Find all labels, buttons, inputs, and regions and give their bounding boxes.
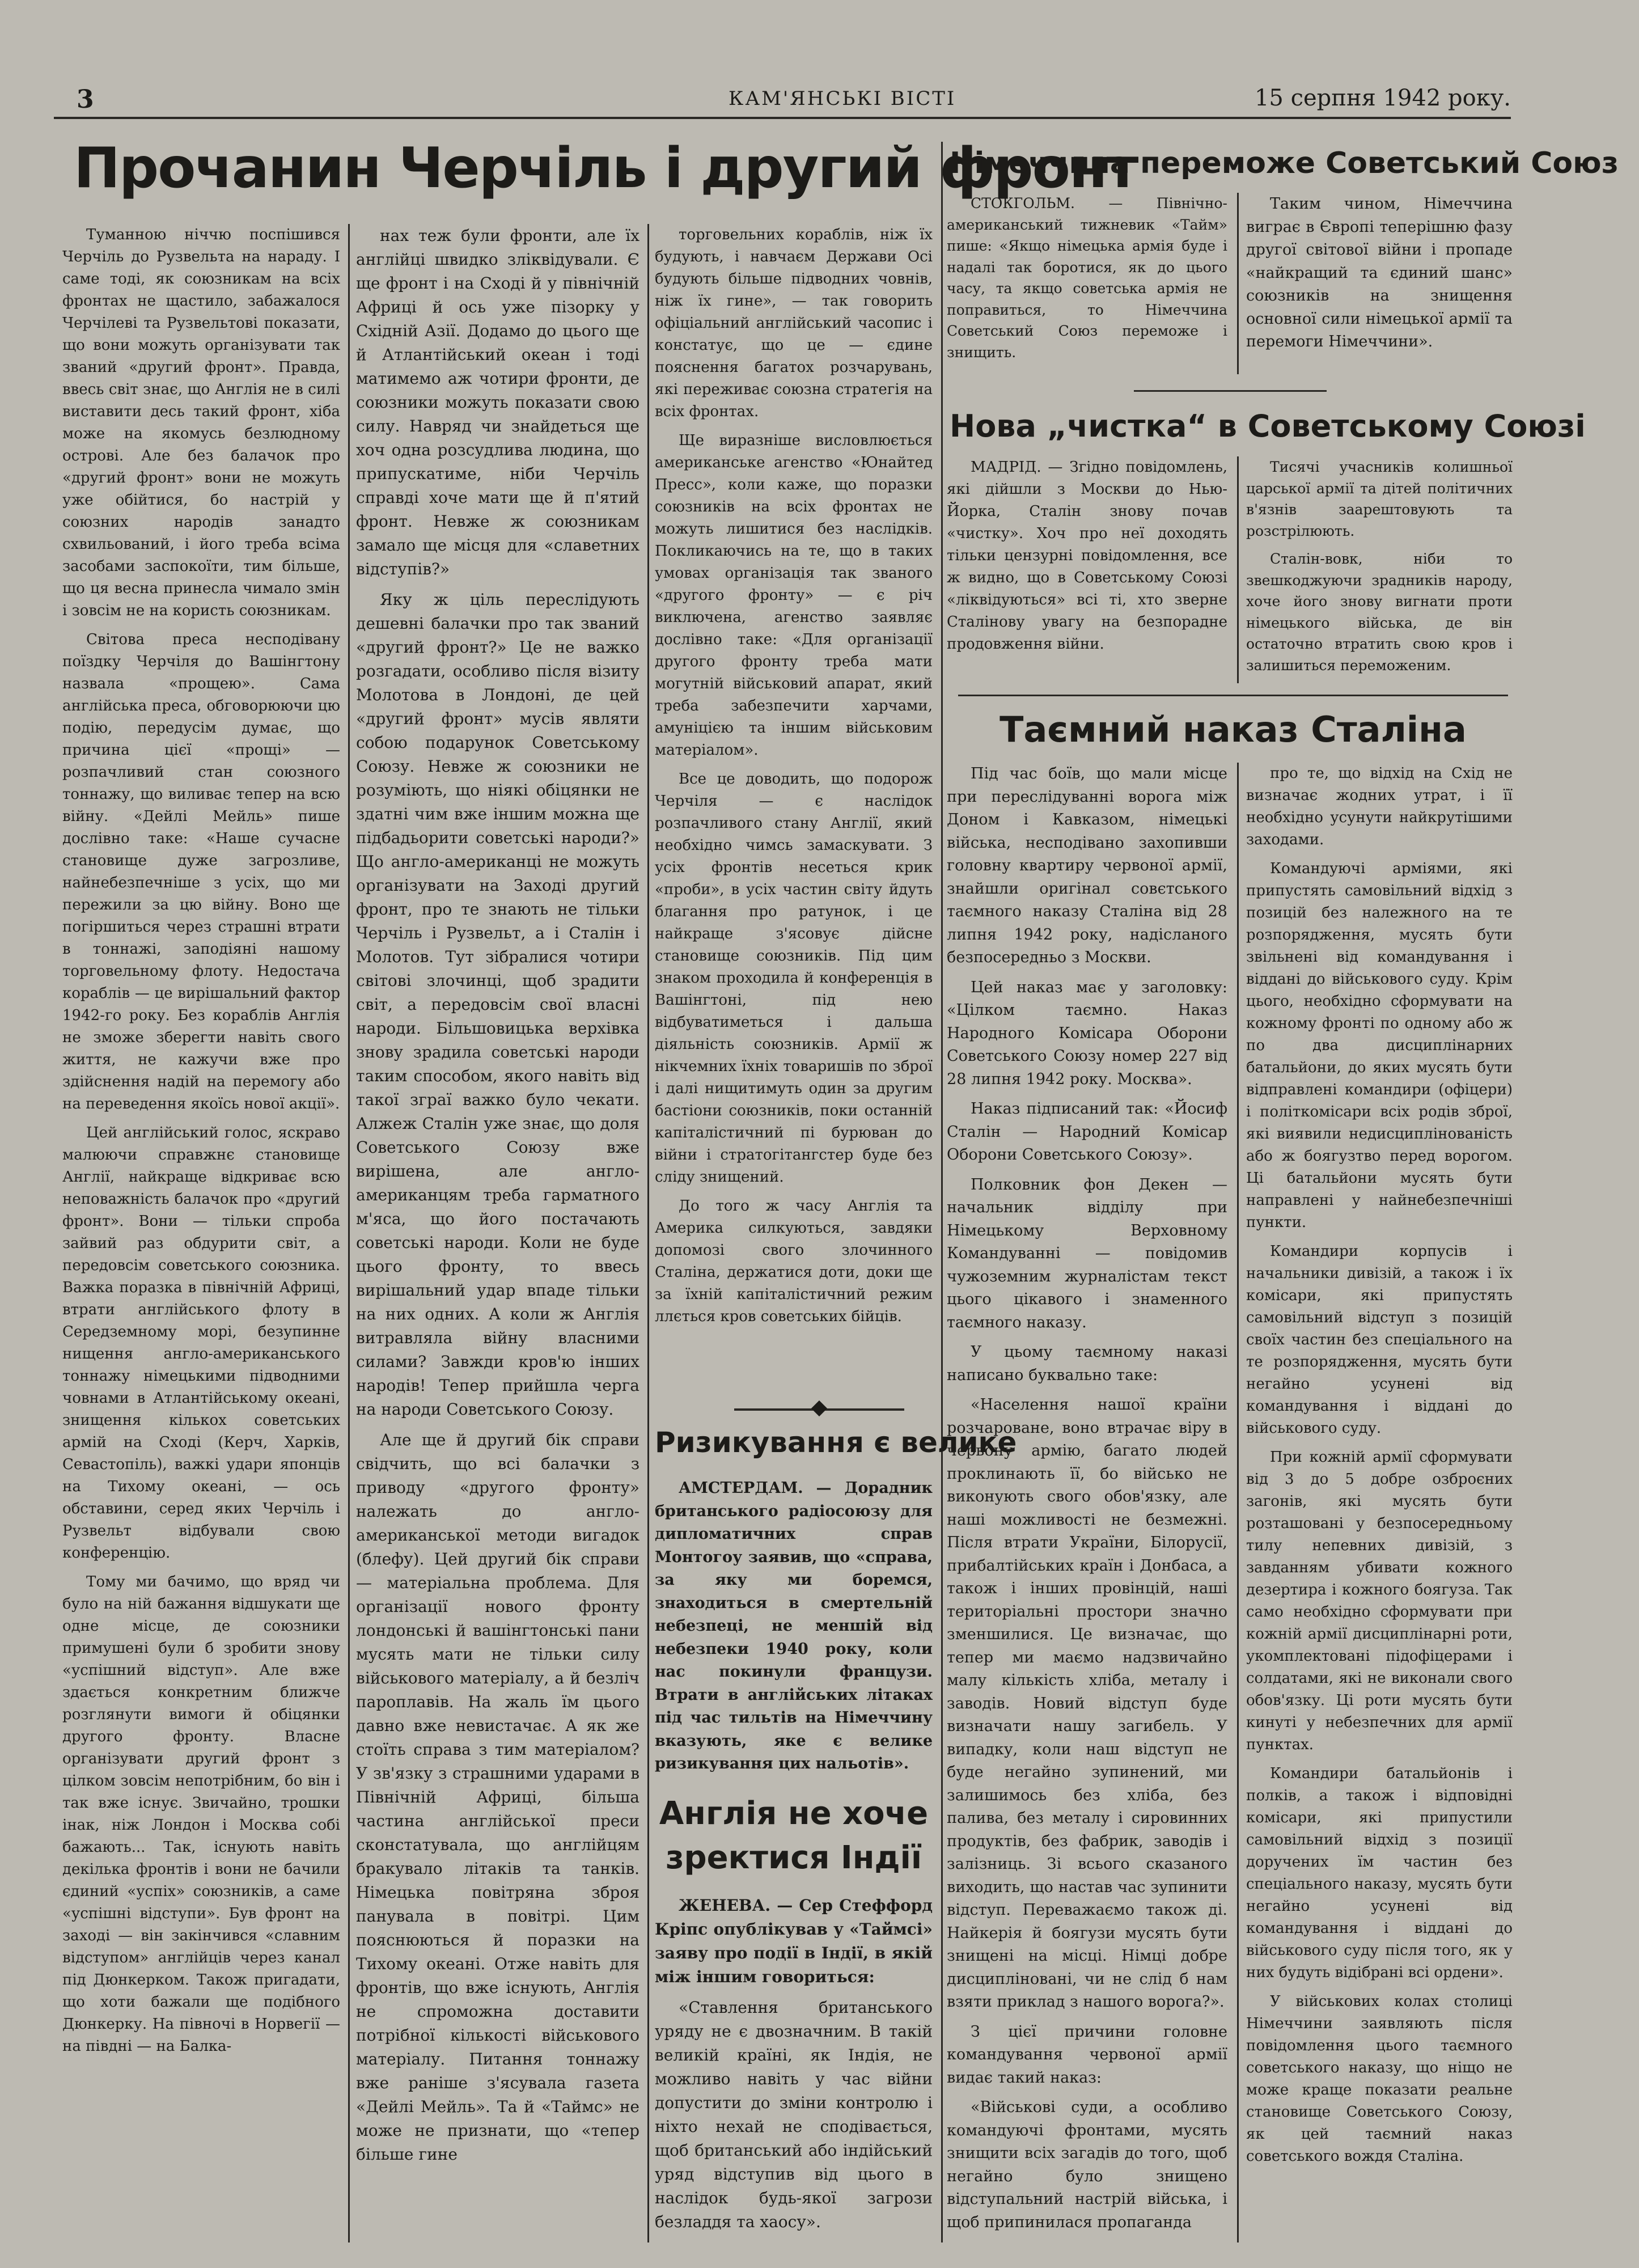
paragraph: Тому ми бачимо, що вряд чи було на ній бажання відшукати ще одне місце, де союзники примушені були б зробити знову «успішний відступ». Але вже здається конкретним ближче розглянути вимоги й обіцянки другого фронту. Власне організувати другий фронт з цілком зовсім непотрібним, бо він і так вже існує. Звичайно, трошки інак, ніж Лондон і Москва собі бажають... Так, існують навіть декілька фронтів і вони не бачили єдиний «успіх» союзників, а саме «успішні відступи». Був фронт на заході — він закінчився «славним відступом» англійців через канал під Дюнкерком. Також пригадати, що хоти бажали ще подібного Дюнкерку. На півночі в Норвегії — на півдні — на Балка- xyxy=(62,1573,340,2055)
paragraph: «Населення нашої країни розчароване, воно втрачає віру в червону армію, багато людей проклинають її, бо військо не виконують свого обов'язку, але наші можливості не безмежні. Після втрати України, Білорусії, прибалтійських країн і Донбаса, а також і інших провінцій, наші територіальні простори значно зменшилися. Це визначає, що тепер ми маємо надзвичайно малу кількість хліба, металу і заводів. Новий відступ буде визначати нашу загибель. У випадку, коли наш відступ не буде негайно зупинений, ми залишимось без хліба, без палива, без металу і сировинних продуктів, без фабрик, заводів і залізниць. Зі всього сказаного виходить, що настав час зупинити відступ. Переважаємо також ді. Найкерія й боягузи мусять бути знищені на місці. Німці добре дисципліновані, чи не слід б нам взяти приклад з нашого ворога?». xyxy=(947,1396,1227,2011)
paragraph: Наказ підписаний так: «Йосиф Сталін — Народний Комісар Оборони Советського Союзу». xyxy=(947,1100,1227,1163)
purge-column-1 xyxy=(947,456,1227,683)
churchill-column-1 xyxy=(62,224,340,2242)
germany-text-2: Таким чином, Німеччина виграє в Європі теперішню фазу другої світової війни і пропаде «найкращий та єдиний шанс» союзників на знищення основної сили німецької армії та перемоги Німеччини». xyxy=(1246,195,1513,350)
headline-purge: Нова „чистка“ в Советському Союзі xyxy=(950,408,1586,444)
paragraph: «Військові суди, а особливо командуючі фронтами, мусять знищити всіх загадів до того, щоб негайно було знищено відступальний настрій війська, і щоб припинилася пропаганда xyxy=(947,2098,1227,2231)
headline-churchill: Прочанин Черчіль і другий фронт xyxy=(74,136,1138,201)
paragraph: Полковник фон Декен — начальник відділу при Німецькому Верховному Командуванні — повідомив чужоземним журналістам текст цього цікавого і знаменного таємного наказу. xyxy=(947,1175,1227,1331)
paragraph: Під час боїв, що мали місце при переслідуванні ворога між Доном і Кавказом, німецькі війська, несподівано захопивши головну квартиру червоної армії, знайшли оригінал совєтського таємного наказу Сталіна від 28 липня 1942 року, надісланого безпосередньо з Москви. xyxy=(947,765,1227,966)
paragraph: Цей англійський голос, яскраво малюючи справжнє становище Англії, найкраще відкриває всю неповажність балачок про «другий фронт». Вони — тільки спроба зайвий раз обдурити світ, а передовсім советського союзника. Важка поразка в північній Африці, втрати англійського флоту в Середземному морі, безупинне нищення англо-американського тоннажу німецькими підводними човнами в Атлантійському океані, знищення кількох советських армій на Сході (Керч, Харків, Севастопіль), важкі удари японців на Тихому океані, — ось обставини, серед яких Черчіль і Рузвельт відбували свою конференцію. xyxy=(62,1124,340,1562)
paragraph: Командири корпусів і начальники дивізій, а також і їх комісари, які припустять самовільний відступ з позицій своїх частин без спеціального на те розпорядження, мусять бути негайно усунені від командування і віддані до військового суду. xyxy=(1246,1243,1513,1437)
column-rule xyxy=(941,142,943,2242)
section-ornament xyxy=(734,1400,904,1417)
india-quote: «Ставлення британського уряду не є двозначним. В такій великій країні, як Індія, не можливо навіть у час війни допустити до зміни контролю і ніхто нехай не сподівається, щоб британський або індійський уряд відступив від цього в наслідок будь-якої загрози безладдя та хаосу». xyxy=(655,1998,933,2231)
paragraph: Ще виразніше висловлюється американське агенство «Юнайтед Пресс», коли каже, що поразки союзників на всіх фронтах не можуть лишитися без наслідків. Покликаючись на те, що в таких умовах організація так званого «другого фронту» — є річ виключена, агенство заявляє дослівно таке: «Для організації другого фронту треба мати могутній військовий апарат, який треба забезпечити харчами, амуніцією та іншим військовим матеріалом». xyxy=(655,432,933,759)
paragraph: При кожній армії сформувати від 3 до 5 добре озброєних загонів, які мусять бути розташовані у безпосередньому тилу непевних дивізій, з завданням убивати кожного дезертира і кожного боягуза. Так само необхідно сформувати при кожній армії дисциплінарні роти, укомплектовані підофіцерами і солдатами, які не виконали свого обов'язку. Ці роти мусять бути кинуті у небезпечних для армії пунктах. xyxy=(1246,1449,1513,1753)
column-rule xyxy=(1237,763,1239,2242)
paragraph: З цієї причини головне командування червоної армії видає такий наказ: xyxy=(947,2022,1227,2087)
paragraph: торговельних кораблів, ніж їх будують, і навчаєм Держави Осі будують більше підводних човнів, ніж їх гине», — так говорить офіціальний англійський часопис і констатує, що це — єдине пояснення багатох розчарувань, які переживає союзна стратегія на всіх фронтах. xyxy=(655,226,933,420)
paragraph: У військових колах столиці Німеччини заявляють після повідомлення цього таємного советського наказу, що ніщо не може краще показати реальне становище Советського Союзу, як цей таємний наказ советського вождя Сталіна. xyxy=(1246,1993,1513,2165)
purge-text-1: МАДРІД. — Згідно повідомлень, які дійшли з Москви до Нью-Йорка, Сталін знову почав «чистку». Хоч про неї доходять тільки цензурні повідомлення, все ж видно, що в Советському Союзі «ліквідуються» всі ті, хто зверне Сталінову увагу на безпорадне продовження війни. xyxy=(947,459,1227,653)
paragraph: До того ж часу Англія та Америка силкуються, завдяки допомозі свого злочинного Сталіна, держатися доти, доки ще за їхній капіталістичний режим ллється кров советських бійців. xyxy=(655,1198,933,1325)
page-number: 3 xyxy=(77,85,94,114)
paragraph: Але ще й другий бік справи свідчить, що всі балачки з приводу «другого фронту» належать до англо-американської методи вигадок (блефу). Цей другий бік справи — матеріальна проблема. Для організації нового фронту лондонські й вашінгтонські пани мусять мати не тільки силу військового матеріалу, а й безліч пароплавів. На жаль їм цього давно вже невистачає. А як же стоїть справа з тим матеріалом? У зв'язку з страшними ударами в Північній Африці, більша частина англійської преси сконстатувала, що англійцям бракувало літаків та танків. Німецька повітряна зброя панувала в повітрі. Цим пояснюються й поразки на Тихому океані. Отже навіть для фронтів, що вже існують, Англія не спроможна доставити потрібної кількості військового матеріалу. Питання тоннажу вже раніше з'ясувала газета «Дейлі Мейль». Та й «Таймс» не може не признати, що «тепер більше гине xyxy=(356,1431,639,2164)
column-rule xyxy=(647,224,649,2242)
paragraph: про те, що відхід на Схід не визначає жодних утрат, і її необхідно усунути найкрутішими заходами. xyxy=(1246,765,1513,848)
india-article xyxy=(655,1894,933,2242)
headline-india: Англія не хоче зректися Індії xyxy=(659,1795,929,1877)
stalin-order-column-2 xyxy=(1246,763,1513,2242)
headline-risk: Ризикування є велике xyxy=(655,1426,1017,1459)
column-rule xyxy=(1237,456,1239,683)
germany-column-2 xyxy=(1246,193,1513,374)
headline-stalin-order: Таємний наказ Сталіна xyxy=(1000,709,1467,750)
paragraph: Все це доводить, що подорож Черчіля — є наслідок розпачливого стану Англії, який необхідно чимсь замаскувати. З усіх фронтів несеться крик «проби», в усіх частин світу йдуть благання про ратунок, і це найкраще з'ясовує дійсне становище союзників. Під цим знаком проходила й конференція в Вашінгтоні, під нею відбуватиметься і дальша діяльність союзників. Армії ж нікчемних їхніх товаришів по зброї і далі нищитимуть один за другим бастіони союзників, поки останній капіталістичний пі бурюван до війни і стратогітангстер буде без сліду знищений. xyxy=(655,771,933,1186)
germany-text-1: СТОКГОЛЬМ. — Північно-американський тижневик «Тайм» пише: «Якщо німецька армія буде і надалі так боротися, як до цього часу, та якщо советська армія не поправиться, то Німеччина Советський Союз переможе і знищить. xyxy=(947,195,1227,361)
purge-column-2 xyxy=(1246,456,1513,683)
india-text: ЖЕНЕВА. — Сер Стеффорд Кріпс опублікував у «Таймсі» заяву про події в Індії, в якій між іншим говориться: xyxy=(655,1896,933,1986)
paragraph: Тисячі учасників колишньої царської армії та дітей політичних в'язнів заарештовують та розстрілюють. xyxy=(1246,459,1513,539)
paragraph: нах теж були фронти, але їх англійці швидко зліквідували. Є ще фронт і на Сході й у північній Африці й ось уже пізорку у Східній Азії. Додамо до цього ще й Атлантійський океан і тоді матимемо аж чотири фронти, де союзники можуть показати свою силу. Навряд чи знайдеться ще хоч одна розсудлива людина, що припускатиме, ніби Черчіль справді хоче мати ще й п'ятий фронт. Невже ж союзникам замало ще місця для «славетних відступів?» xyxy=(356,226,639,578)
column-rule xyxy=(1237,193,1239,374)
section-rule xyxy=(958,695,1508,696)
churchill-column-2 xyxy=(356,224,639,2242)
paragraph: Командуючі арміями, які припустять самовільний відхід з позицій без належного на те розпорядження, мусять бути звільнені від командування і віддані до військового суду. Крім цього, необхідно сформувати на кожному фронті по одному або ж по два дисциплінарних батальйони, до яких мусять бути відправлені командири (офіцери) і політкомісари всіх родів зброї, які виявили недисциплінованість або ж боягузтво перед ворогом. Ці батальйони мусять бути направлені у найнебезпечніші пункти. xyxy=(1246,860,1513,1231)
risk-article xyxy=(655,1477,933,1789)
paragraph: Командири батальйонів і полків, а також і відповідні комісари, які припустили самовільний відхід з позиції доручених їм частин без спеціального наказу, мусять бути негайно усунені від командування і віддані до військового суду після того, як у них будуть відібрані всі ордени». xyxy=(1246,1765,1513,1981)
column-rule xyxy=(348,224,350,2242)
masthead-rule xyxy=(54,117,1511,119)
germany-column-1 xyxy=(947,193,1227,374)
paragraph: Яку ж ціль переслідують дешевні балачки про так званий «другий фронт?» Це не важко розгадати, особливо після візиту Молотова в Лондоні, де цей «другий фронт» мусів являти собою подарунок Советському Союзу. Невже ж союзники не розуміють, що ніякі обіцянки не здатні чим вже іншим можна ще підбадьорити советські народи?» Що англо-американці не можуть організувати на Заході другий фронт, про те знають не тільки Черчіль і Рузвельт, а і Сталін і Молотов. Тут зібралися чотири світові злочинці, щоб зрадити світ, а передовсім свої власні народи. Більшовицька верхівка знову зрадила советські народи таким способом, якого навіть від такої зграї важко було чекати. Алжеж Сталін уже знає, що доля Советського Союзу вже вирішена, але англо-американцям треба гарматного м'яса, що його постачають советські народи. Коли не буде цього фронту, то ввесь вирішальний удар впаде тільки на них одних. А коли ж Англія витравляла війну власними силами? Завжди кров'ю інших народів! Тепер прийшла черга на народи Советського Союзу. xyxy=(356,590,639,1419)
paragraph: Світова преса несподівану поїздку Черчіля до Вашінгтону назвала «прощею». Сама англійська преса, обговорюючи цю подію, передусім думає, що причина цієї «прощі» — розпачливий стан союзного тоннажу, що виливає тепер на всю війну. «Дейлі Мейль» пише дослівно таке: «Наше сучасне становище дуже загрозливе, найнебезпечніше з усіх, що ми пережили за цю війну. Воно ще погіршиться через страшні втрати в тоннажі, заподіяні нашому торговельному флоту. Недостача кораблів — це вирішальний фактор 1942-го року. Без кораблів Англія не зможе зберегти навіть свого життя, не кажучи вже про здійснення надій на перемогу або на переведення якоїсь нової акції». xyxy=(62,631,340,1112)
newspaper-name: КАМ'ЯНСЬКІ ВІСТІ xyxy=(729,87,956,110)
paragraph: Туманною ніччю поспішився Черчіль до Рузвельта на нараду. І саме тоді, як союзникам на всіх фронтах не щастило, забажалося Черчілеві та Рузвельтові показати, що вони можуть організувати так званий «другий фронт». Правда, ввесь світ знає, що Англія не в силі виставити десь такий фронт, хіба може на якомусь безлюдному острові. Але без балачок про «другий фронт» вони не можуть уже обійтися, бо настрій у союзних народів занадто схвильований, і його треба всіма засобами заспокоїти, тим більше, що ця весна принесла чимало змін і зовсім не на користь союзникам. xyxy=(62,226,340,619)
paragraph: Сталін-вовк, ніби то звешкоджуючи зрадників народу, хоче його знову вигнати проти німецького війська, де він остаточно втратить свою кров і залишиться переможеним. xyxy=(1246,551,1513,674)
section-rule xyxy=(1134,390,1327,392)
paragraph: Цей наказ має у заголовку: «Цілком таємно. Наказ Народного Комісара Оборони Советського Союзу номер 227 від 28 липня 1942 року. Москва». xyxy=(947,978,1227,1088)
risk-text: АМСТЕРДАМ. — Дорадник британського радіосоюзу для дипломатичних справ Монтогоу заявив, що «справа, за яку ми боремся, знаходиться в смертельній небезпеці, не меншій від небезпеки 1940 року, коли нас покинули французи. Втрати в англійських літаках під час тильтів на Німеччину вказують, яке є велике ризикування цих нальотів». xyxy=(655,1479,933,1772)
stalin-order-column-1 xyxy=(947,763,1227,2242)
issue-date: 15 серпня 1942 року. xyxy=(1254,85,1511,111)
headline-germany: Німеччина переможе Советський Союз xyxy=(950,146,1619,180)
churchill-column-3 xyxy=(655,224,933,1386)
paragraph: У цьому таємному наказі написано буквально таке: xyxy=(947,1343,1227,1384)
masthead xyxy=(54,85,1511,119)
